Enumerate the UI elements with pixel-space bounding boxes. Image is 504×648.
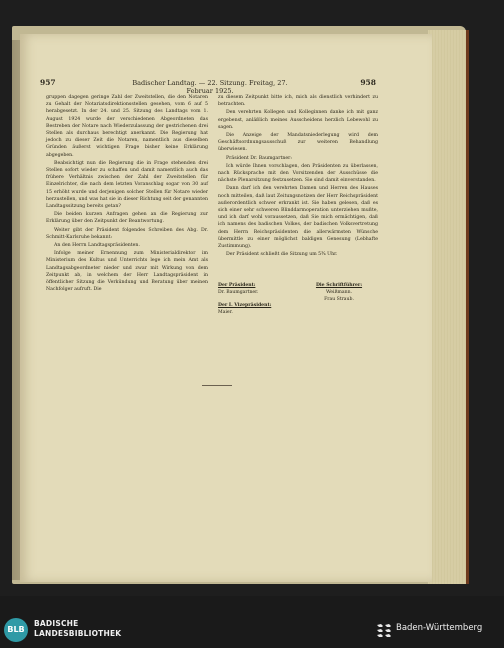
blb-line1: BADISCHE — [34, 619, 79, 628]
signature-name: Maier. — [218, 310, 233, 315]
right-column — [218, 94, 378, 259]
signature-name: Frau Straub. — [324, 297, 354, 302]
paragraph: gruppen dagegen geringe Zahl der Zweitstellen, die den Notaren zu Gehalt der Notariatsdirektionsstellen gesehen, vom 6 auf 5 herabgesetzt. In der 24. und 25. Sitzung des Landtags vom 1. August 1924 wurde der verschiedenen Abgeordneten das Bestreben der Notare nach Wiederzulassung der gestrichenen drei Stellen als durchaus berechtigt anerkannt. Die Regierung hat jedoch zu dieser Zeit die Notaren, namentlich aus dieselben Gründen äußerst wichtigen Frage bisher keine Erklärung abgegeben. — [46, 95, 208, 158]
bw-label[interactable]: Baden-Württemberg — [396, 623, 483, 633]
bw-lions-icon[interactable] — [376, 622, 392, 638]
blb-line2: LANDESBIBLIOTHEK — [34, 629, 122, 638]
blb-logo-icon[interactable]: BLB — [4, 618, 28, 642]
paragraph: Die Anzeige der Mandatsniederlegung wird dem Geschäftsordnungsausschuß zur weiteren Behandlung überwiesen. — [218, 133, 378, 153]
signature-title: Der I. Vizepräsident: — [218, 303, 272, 308]
paragraph: zu diesem Zeitpunkt bitte ich, mich als dienstlich verhindert zu betrachten. — [218, 95, 378, 108]
letter-salutation: An den Herrn Landtagspräsidenten. — [54, 243, 140, 249]
signature-title: Der Präsident: — [218, 283, 256, 288]
paragraph: Beabsichtigt nun die Regierung die in Frage stehenden drei Stellen sofort wieder zu schaffen und damit namentlich auch das frühere Verhältnis zwischen der Zahl der Zweitstellen für Einzelrichter, die nach dem letzten Voranschlag sogar von 30 auf 15 erhöht wurde und derjenigen solcher Stellen für Notare wieder herzustellen, und was hat sie in dieser Richtung seit der genannten Landtagssitzung bereits getan? — [46, 160, 208, 210]
signature-name: Weißmann. — [325, 290, 353, 295]
blb-logo-text[interactable] — [34, 619, 121, 639]
left-column — [46, 94, 208, 294]
signature-block-left — [218, 282, 296, 316]
paragraph: Weiter gibt der Präsident folgendes Schreiben des Abg. Dr. Schmitt-Karlsruhe bekannt: — [46, 227, 208, 240]
page-number-left: 957 — [40, 78, 56, 87]
paragraph: Infolge meiner Ernennung zum Ministerialdirektor im Ministerium des Kultus und Unterrichts lege ich mein Amt als Landtagsabgeordneter nieder und zwar mit Wirkung von dem Zeitpunkt ab, in welchem der Herr Landtagspräsident in öffentlicher Sitzung die Verkündung und Beratung über meinen Nachfolger aufruft. Die — [46, 251, 208, 293]
speaker-heading: Präsident Dr. Baumgartner: — [226, 155, 292, 161]
paragraph: Den verehrten Kollegen und Kolleginnen danke ich mit ganz ergebenst, anläßlich meines Ausscheidens herzlich Lebewohl zu sagen. — [218, 110, 378, 130]
signature-title: Die Schriftführer: — [315, 283, 363, 288]
paragraph: Dann darf ich den verehrten Damen und Herren des Hauses noch mitteilen, daß laut Zeitungsnotizen der Herr Reichspräsident außerordentlich schwer erkrankt ist. Sie haben gelesen, daß es sich einer sehr schweren Blinddarmoperation unterziehen mußte, und ich darf wohl voraussetzen, daß Sie mich ermächtigen, daß ich namens des badischen Volkes, der badischen Volksvertretung dem Herrn Reichspräsidenten die allerwärmsten Wünsche übermittle zu einer möglichst baldigen Genesung (Lebhafte Zustimmung). — [218, 186, 378, 250]
page-number-right: 958 — [360, 78, 376, 87]
running-title: Badischer Landtag. — 22. Sitzung. Freitag, 27. Februar 1925. — [132, 79, 288, 95]
closing-line: Der Präsident schließt die Sitzung um 5¾ Uhr. — [226, 252, 338, 258]
page-edges — [428, 30, 469, 584]
footer-bar — [0, 596, 504, 648]
signature-block-right — [300, 282, 378, 303]
section-divider — [202, 385, 232, 386]
paragraph: Ich würde Ihnen vorschlagen, den Präsidenten zu überlassen, nach Rücksprache mit den Vorsitzenden der Ausschüsse die nächste Plenarsitzung festzusetzen. Sie sind damit einverstanden. — [218, 163, 378, 184]
paragraph: Die beiden kurzen Anfragen gehen an die Regierung zur Erklärung über den Zeitpunkt der Beantwortung. — [46, 212, 208, 225]
signature-name: Dr. Baumgartner. — [218, 290, 259, 295]
